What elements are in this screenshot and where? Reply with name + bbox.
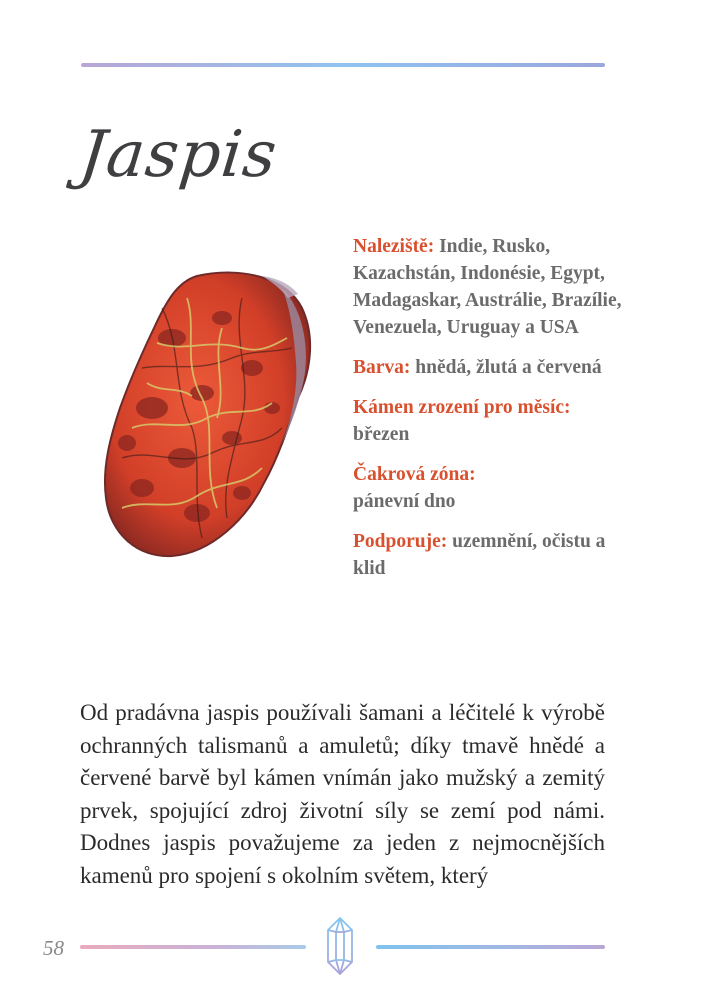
jasper-stone-illustration — [102, 268, 317, 558]
fact-value: uzemnění, očistu a klid — [353, 531, 606, 579]
page-number: 58 — [43, 936, 64, 960]
fact-locality — [353, 233, 633, 341]
fact-label: Barva: — [353, 357, 411, 378]
crystal-icon — [325, 916, 355, 976]
fact-label: Naleziště: — [353, 236, 435, 257]
fact-value: hnědá, žlutá a červená — [415, 357, 602, 378]
fact-value: pánevní dno — [353, 491, 456, 512]
fact-value: Indie, Rusko, Kazachstán, Indonésie, Egypt, Madagaskar, Austrálie, Brazílie, Venezuela, Uruguay a USA — [353, 236, 622, 338]
fact-birthstone — [353, 394, 633, 448]
fact-value: březen — [353, 424, 410, 445]
top-decorative-rule — [81, 63, 605, 67]
fact-color — [353, 354, 633, 381]
fact-label: Čakrová zóna: — [353, 464, 476, 485]
bottom-rule-left — [80, 945, 306, 949]
fact-label: Podporuje: — [353, 531, 448, 552]
page-title: Jaspis — [76, 118, 281, 192]
fact-label: Kámen zrození pro měsíc: — [353, 397, 571, 418]
fact-chakra — [353, 461, 633, 515]
body-paragraph: Od pradávna jaspis používali šamani a léčitelé k výrobě ochranných talismanů a amuletů; díky tmavě hnědé a červené barvě byl kámen vnímán jako mužský a zemitý prvek, spojující zdroj životní síly se zemí pod námi. Dodnes jaspis považujeme za jeden z nejmocnějších kamenů pro spojení s okolním světem, který — [80, 700, 605, 888]
bottom-rule-right — [376, 945, 605, 949]
stone-facts — [353, 233, 633, 595]
fact-supports — [353, 528, 633, 582]
